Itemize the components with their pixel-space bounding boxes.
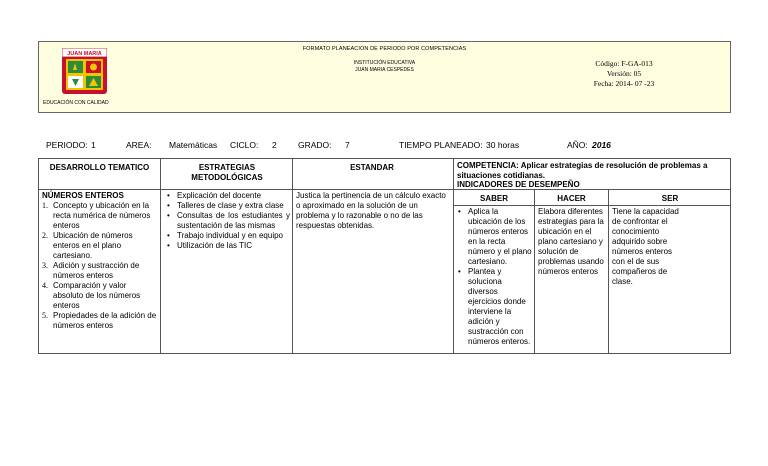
crest-text: JUAN MARIA — [67, 51, 102, 57]
competencia-text: COMPETENCIA: Aplicar estrategias de resolución de problemas a situaciones cotidianas. — [457, 161, 708, 180]
periodo-label: PERIODO: — [46, 140, 88, 150]
area-label: AREA: — [126, 140, 152, 150]
list-item: • Talleres de clase y extra clase — [166, 201, 290, 211]
temas-list — [42, 201, 158, 331]
planning-table — [38, 158, 731, 354]
ciclo-label: CICLO: — [230, 140, 259, 150]
list-item: • Explicación del docente — [166, 191, 290, 201]
estandar-content: Justica la pertinencia de un cálculo exacto o aproximado en la solución de un problema y lo razonable o no de las respuestas obtenidas. — [296, 191, 446, 230]
document-control-block — [559, 59, 689, 89]
list-item: Comparación y valor absoluto de los números enteros — [53, 281, 141, 310]
list-item: • Consultas de los estudiantes y sustentación de las mismas — [166, 211, 290, 231]
document-version: Versión: 05 — [606, 69, 642, 78]
document-header — [38, 41, 731, 113]
list-item: Concepto y ubicación en la recta numérica de números enteros — [53, 201, 151, 230]
grado-label: GRADO: — [298, 140, 332, 150]
periodo-value: 1 — [91, 140, 96, 150]
temas-title: NÚMEROS ENTEROS — [42, 191, 124, 200]
list-item: • Utilización de las TIC — [166, 241, 290, 251]
document-code: Código: F-GA-013 — [595, 59, 653, 68]
saber-list — [457, 207, 533, 347]
hacer-content: Elabora diferentes estrategias para la ubicación en el plano cartesiano y solución de problemas usando números enteros — [538, 207, 604, 276]
header-estandar: ESTANDAR — [350, 163, 394, 172]
area-value: Matemáticas — [169, 140, 218, 150]
header-hacer: HACER — [557, 194, 586, 203]
anio-label: AÑO: — [567, 140, 588, 150]
ser-content: Tiene la capacidad de confrontar el conocimiento adquirido sobre números enteros con el de sus compañeros de clase. — [612, 207, 679, 286]
header-competencia — [457, 161, 729, 190]
list-item: • Plantea y soluciona diversos ejercicios donde interviene la adición y sustracción con números enteros. — [457, 267, 533, 347]
school-name: JUAN MARIA CESPEDES — [355, 67, 414, 73]
anio-value: 2016 — [592, 140, 611, 150]
quality-motto: EDUCACIÓN CON CALIDAD — [43, 100, 109, 106]
ciclo-value: 2 — [272, 140, 277, 150]
list-item: • Trabajo individual y en equipo — [166, 231, 290, 241]
tiempo-value: 30 horas — [486, 140, 520, 150]
list-item: Adición y sustracción de números enteros — [53, 261, 140, 280]
desarrollo-content — [42, 191, 158, 331]
grado-value: 7 — [345, 140, 350, 150]
format-title: FORMATO PLANEACION DE PERIODO POR COMPETENCIAS — [302, 46, 467, 52]
saber-content — [457, 207, 533, 347]
list-item: Propiedades de la adición de números enteros — [53, 311, 157, 330]
list-item: • Aplica la ubicación de los números enteros en la recta número y el plano cartesiano. — [457, 207, 533, 267]
list-item: Ubicación de números enteros en el plano cartesiano. — [53, 231, 133, 260]
tiempo-label: TIEMPO PLANEADO: — [399, 140, 483, 150]
indicadores-title: INDICADORES DE DESEMPEÑO — [457, 180, 580, 189]
header-ser: SER — [661, 194, 679, 203]
document-date: Fecha: 2014- 07 -23 — [593, 79, 655, 88]
institution-name: INSTITUCIÓN EDUCATIVA — [353, 60, 416, 66]
estrategias-list — [166, 191, 290, 251]
header-estrategias: ESTRATEGIAS METODOLÓGICAS — [191, 163, 263, 182]
estrategias-content — [166, 191, 290, 251]
header-desarrollo-tematico: DESARROLLO TEMATICO — [49, 163, 150, 172]
header-saber: SABER — [479, 194, 508, 203]
